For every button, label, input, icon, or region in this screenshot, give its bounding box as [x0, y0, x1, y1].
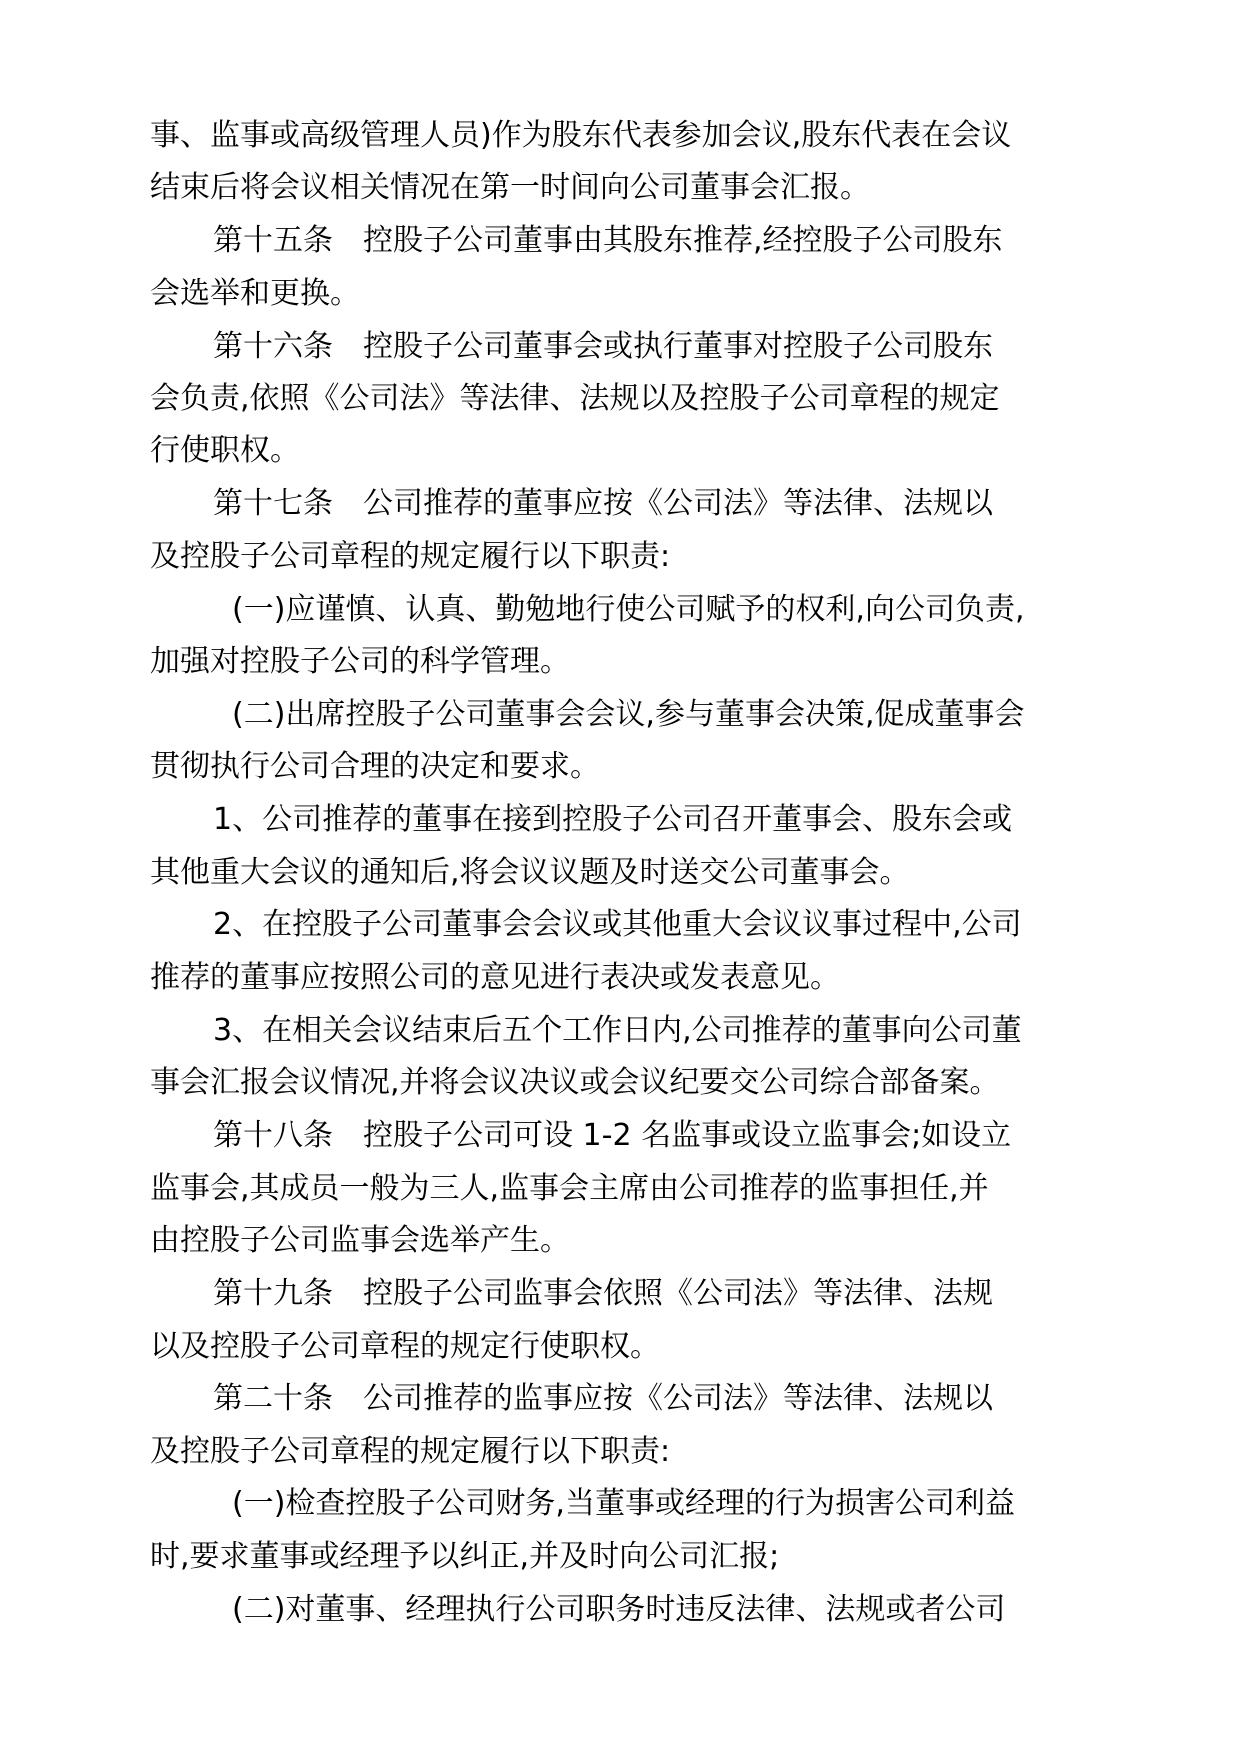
text-line: 时,要求董事或经理予以纠正,并及时向公司汇报;	[150, 1539, 780, 1574]
text-line: 以及控股子公司章程的规定行使职权。	[150, 1329, 660, 1364]
text-line: 由控股子公司监事会选举产生。	[150, 1223, 570, 1258]
text-line: 其他重大会议的通知后,将会议议题及时送交公司董事会。	[150, 855, 910, 890]
text-line: 推荐的董事应按照公司的意见进行表决或发表意见。	[150, 960, 840, 995]
text-line: (二)出席控股子公司董事会会议,参与董事会决策,促成董事会	[232, 697, 1025, 732]
text-line: 事会汇报会议情况,并将会议决议或会议纪要交公司综合部备案。	[150, 1065, 1000, 1100]
text-line: (一)检查控股子公司财务,当董事或经理的行为损害公司利益	[232, 1486, 1015, 1521]
text-line: 贯彻执行公司合理的决定和要求。	[150, 749, 600, 784]
text-line: 第十九条 控股子公司监事会依照《公司法》等法律、法规	[213, 1276, 993, 1311]
text-line: 1、公司推荐的董事在接到控股子公司召开董事会、股东会或	[213, 802, 1013, 837]
text-line: 监事会,其成员一般为三人,监事会主席由公司推荐的监事担任,并	[150, 1171, 989, 1206]
text-line: 3、在相关会议结束后五个工作日内,公司推荐的董事向公司董	[213, 1013, 1022, 1048]
text-line: 2、在控股子公司董事会会议或其他重大会议议事过程中,公司	[213, 907, 1022, 942]
text-line: 行使职权。	[150, 433, 300, 468]
text-line: (二)对董事、经理执行公司职务时违反法律、法规或者公司	[232, 1592, 1006, 1627]
text-line: 会负责,依照《公司法》等法律、法规以及控股子公司章程的规定	[150, 381, 1000, 416]
text-line: 第二十条 公司推荐的监事应按《公司法》等法律、法规以	[213, 1381, 993, 1416]
text-line: 第十五条 控股子公司董事由其股东推荐,经控股子公司股东	[213, 223, 1003, 258]
text-line: 第十六条 控股子公司董事会或执行董事对控股子公司股东	[213, 329, 993, 364]
text-line: 第十八条 控股子公司可设 1-2 名监事或设立监事会;如设立	[213, 1118, 1012, 1153]
text-line: 会选举和更换。	[150, 276, 360, 311]
text-line: 事、监事或高级管理人员)作为股东代表参加会议,股东代表在会议	[150, 118, 1012, 153]
text-line: 结束后将会议相关情况在第一时间向公司董事会汇报。	[150, 170, 870, 205]
text-line: (一)应谨慎、认真、勤勉地行使公司赋予的权利,向公司负责,	[232, 592, 1025, 627]
text-line: 及控股子公司章程的规定履行以下职责:	[150, 539, 671, 574]
text-line: 及控股子公司章程的规定履行以下职责:	[150, 1434, 671, 1469]
text-line: 加强对控股子公司的科学管理。	[150, 644, 570, 679]
text-line: 第十七条 公司推荐的董事应按《公司法》等法律、法规以	[213, 486, 993, 521]
